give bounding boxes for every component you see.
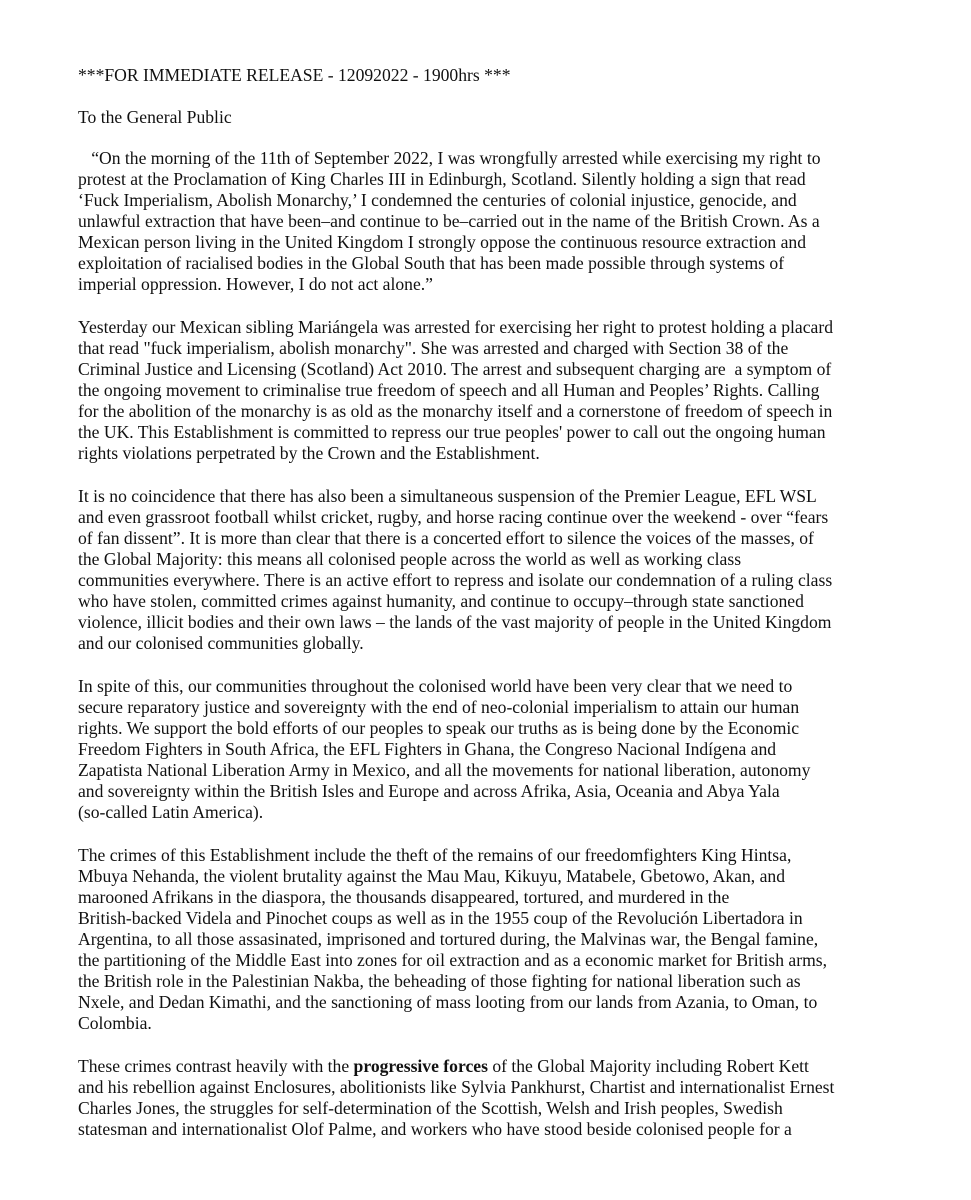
paragraph-line: In spite of this, our communities throughout the colonised world have been very clear that we need to — [78, 676, 793, 696]
paragraph-line: the UK. This Establishment is committed to repress our true peoples' power to call out the ongoing human — [78, 422, 826, 442]
paragraph-line: and sovereignty within the British Isles and Europe and across Afrika, Asia, Oceania and Abya Yala — [78, 781, 780, 801]
paragraph-line: statesman and internationalist Olof Palme, and workers who have stood beside colonised people for a — [78, 1119, 792, 1139]
paragraph-line: Criminal Justice and Licensing (Scotland) Act 2010. The arrest and subsequent charging are a symptom of — [78, 359, 832, 379]
paragraph-line: and his rebellion against Enclosures, abolitionists like Sylvia Pankhurst, Chartist and internationalist Ernest — [78, 1077, 835, 1097]
paragraph-line: Yesterday our Mexican sibling Mariángela was arrested for exercising her right to protest holding a placard — [78, 317, 834, 337]
paragraph-line: the ongoing movement to criminalise true freedom of speech and all Human and Peoples’ Rights. Calling — [78, 380, 820, 400]
paragraph-line: rights violations perpetrated by the Crown and the Establishment. — [78, 443, 540, 463]
paragraph-line: who have stolen, committed crimes against humanity, and continue to occupy–through state sanctioned — [78, 591, 804, 611]
paragraph-line: the partitioning of the Middle East into zones for oil extraction and as a economic market for British arms, — [78, 950, 827, 970]
paragraph-line: These crimes contrast heavily with the progressive forces of the Global Majority including Robert Kett — [78, 1056, 809, 1076]
paragraph-line: the Global Majority: this means all colonised people across the world as well as working class — [78, 549, 742, 569]
paragraph — [78, 676, 871, 823]
salutation: To the General Public — [78, 107, 232, 127]
paragraph-line: It is no coincidence that there has also been a simultaneous suspension of the Premier League, EFL WSL — [78, 486, 817, 506]
body-paragraphs — [78, 148, 871, 1034]
bold-phrase: progressive forces — [353, 1056, 488, 1076]
paragraph-line: Colombia. — [78, 1013, 152, 1033]
paragraph-line: Argentina, to all those assasinated, imprisoned and tortured during, the Malvinas war, the Bengal famine, — [78, 929, 819, 949]
release-heading: ***FOR IMMEDIATE RELEASE - 12092022 - 1900hrs *** — [78, 65, 511, 85]
paragraph-line: the British role in the Palestinian Nakba, the beheading of those fighting for national liberation such as — [78, 971, 801, 991]
paragraph-line: secure reparatory justice and sovereignty with the end of neo-colonial imperialism to attain our human — [78, 697, 800, 717]
paragraph — [78, 845, 871, 1034]
paragraph-line: rights. We support the bold efforts of our peoples to speak our truths as is being done by the Economic — [78, 718, 800, 738]
paragraph-line: imperial oppression. However, I do not act alone.” — [78, 274, 433, 294]
paragraph-line: British-backed Videla and Pinochet coups as well as in the 1955 coup of the Revolución Libertadora in — [78, 908, 803, 928]
paragraph-line: The crimes of this Establishment include the theft of the remains of our freedomfighters King Hintsa, — [78, 845, 792, 865]
paragraph-line: Charles Jones, the struggles for self-determination of the Scottish, Welsh and Irish peoples, Swedish — [78, 1098, 783, 1118]
paragraph-line: that read "fuck imperialism, abolish monarchy". She was arrested and charged with Section 38 of the — [78, 338, 789, 358]
paragraph-line: of fan dissent”. It is more than clear that there is a concerted effort to silence the voices of the masses, of — [78, 528, 814, 548]
paragraph-line: Nxele, and Dedan Kimathi, and the sanctioning of mass looting from our lands from Azania, to Oman, to — [78, 992, 818, 1012]
paragraph — [78, 317, 871, 464]
paragraph-line: for the abolition of the monarchy is as old as the monarchy itself and a cornerstone of freedom of speech in — [78, 401, 833, 421]
paragraph-line: Zapatista National Liberation Army in Mexico, and all the movements for national liberation, autonomy — [78, 760, 811, 780]
paragraph — [78, 486, 871, 654]
paragraph — [78, 148, 871, 295]
paragraph-line: marooned Afrikans in the diaspora, the thousands disappeared, tortured, and murdered in the — [78, 887, 730, 907]
paragraph-line: (so-called Latin America). — [78, 802, 264, 822]
paragraph-line: Mexican person living in the United Kingdom I strongly oppose the continuous resource extraction and — [78, 232, 807, 252]
paragraph-line: Freedom Fighters in South Africa, the EFL Fighters in Ghana, the Congreso Nacional Indígena and — [78, 739, 777, 759]
paragraph-line: and even grassroot football whilst cricket, rugby, and horse racing continue over the weekend - over “fears — [78, 507, 829, 527]
paragraph-line: unlawful extraction that have been–and continue to be–carried out in the name of the British Crown. As a — [78, 211, 820, 231]
paragraph-line: exploitation of racialised bodies in the Global South that has been made possible through systems of — [78, 253, 785, 273]
paragraph-line: Mbuya Nehanda, the violent brutality against the Mau Mau, Kikuyu, Matabele, Gbetowo, Akan, and — [78, 866, 786, 886]
paragraph-line: and our colonised communities globally. — [78, 633, 364, 653]
paragraph-line: violence, illicit bodies and their own laws – the lands of the vast majority of people in the United Kingdom — [78, 612, 832, 632]
paragraph-line: protest at the Proclamation of King Charles III in Edinburgh, Scotland. Silently holding a sign that read — [78, 169, 806, 189]
paragraph-line: communities everywhere. There is an active effort to repress and isolate our condemnation of a ruling class — [78, 570, 833, 590]
paragraph-line: ‘Fuck Imperialism, Abolish Monarchy,’ I condemned the centuries of colonial injustice, genocide, and — [78, 190, 797, 210]
paragraph-progressive-forces — [78, 1056, 871, 1140]
paragraph-line: “On the morning of the 11th of September 2022, I was wrongfully arrested while exercising my right to — [78, 148, 821, 168]
